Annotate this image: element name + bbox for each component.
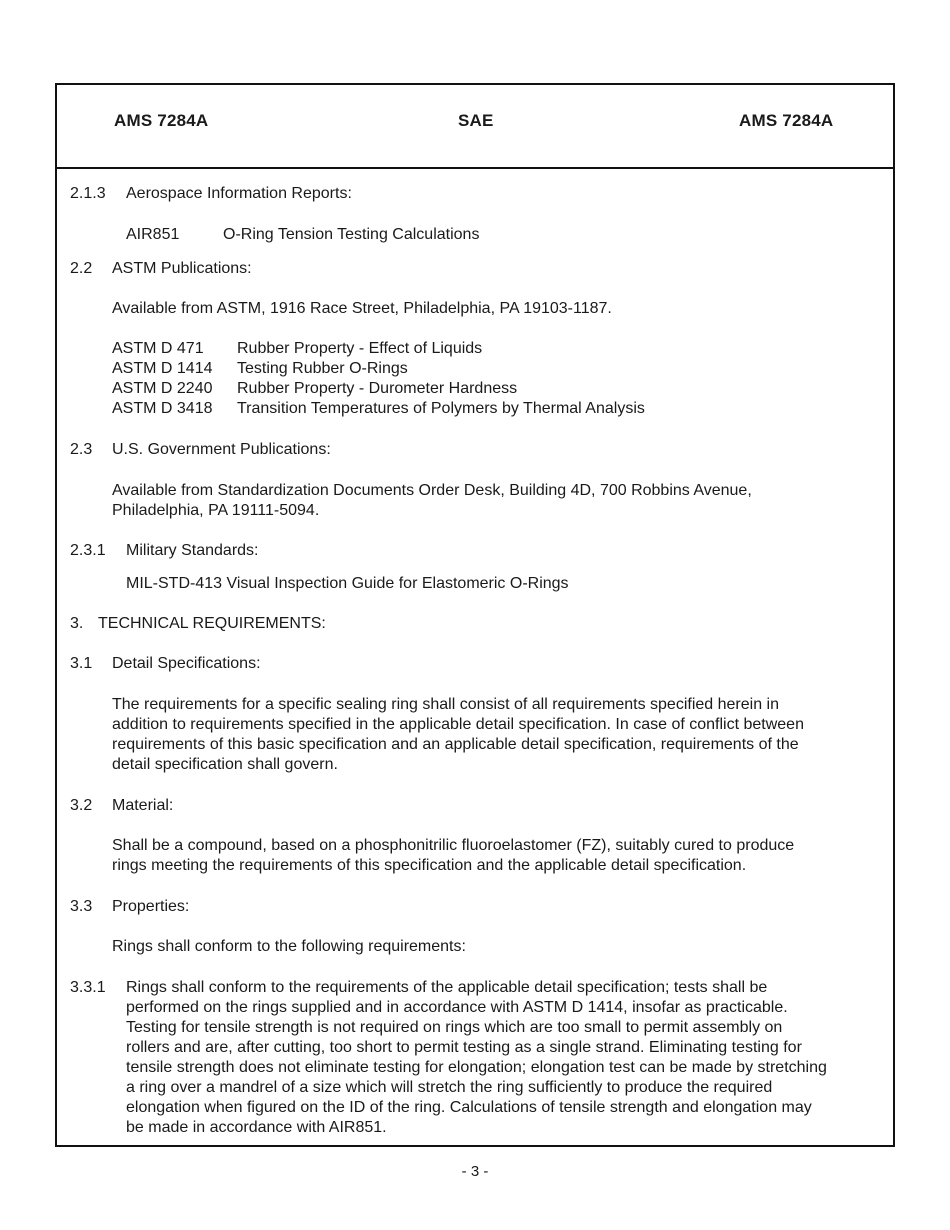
paragraph-line: detail specification shall govern. bbox=[112, 756, 338, 773]
paragraph-line: a ring over a mandrel of a size which will stretch the ring sufficiently to produce the required bbox=[126, 1079, 773, 1096]
paragraph-line: The requirements for a specific sealing ring shall consist of all requirements specified herein in bbox=[112, 696, 779, 713]
paragraph-line: Rings shall conform to the following requirements: bbox=[112, 938, 466, 955]
section-title: TECHNICAL REQUIREMENTS: bbox=[98, 615, 326, 632]
header-doc-id-left: AMS 7284A bbox=[114, 111, 209, 130]
paragraph-line: be made in accordance with AIR851. bbox=[126, 1119, 387, 1136]
section-number: 3.3 bbox=[70, 898, 93, 915]
section-number: 2.1.3 bbox=[70, 185, 106, 202]
availability-text: Available from ASTM, 1916 Race Street, Philadelphia, PA 19103-1187. bbox=[112, 300, 612, 317]
section-title: Detail Specifications: bbox=[112, 655, 261, 672]
paragraph-line: performed on the rings supplied and in accordance with ASTM D 1414, insofar as practicable. bbox=[126, 999, 788, 1016]
ref-code: ASTM D 471 bbox=[112, 340, 204, 357]
section-title: ASTM Publications: bbox=[112, 260, 252, 277]
header-org: SAE bbox=[458, 111, 494, 130]
page-header bbox=[57, 85, 893, 169]
section-number: 2.3.1 bbox=[70, 542, 106, 559]
section-number: 3.3.1 bbox=[70, 979, 106, 996]
section-number: 2.2 bbox=[70, 260, 93, 277]
ref-title: Rubber Property - Effect of Liquids bbox=[237, 340, 483, 357]
section-title: Military Standards: bbox=[126, 542, 259, 559]
header-doc-id-right: AMS 7284A bbox=[739, 111, 834, 130]
ref-code: AIR851 bbox=[126, 226, 180, 243]
paragraph-line: requirements of this basic specification and an applicable detail specification, requirements of the bbox=[112, 736, 799, 753]
ref-title: Rubber Property - Durometer Hardness bbox=[237, 380, 518, 397]
availability-text: Philadelphia, PA 19111-5094. bbox=[112, 502, 320, 519]
availability-text: Available from Standardization Documents Order Desk, Building 4D, 700 Robbins Avenue, bbox=[112, 482, 752, 499]
paragraph-line: addition to requirements specified in the applicable detail specification. In case of conflict between bbox=[112, 716, 804, 733]
paragraph-line: rollers and are, after cutting, too short to permit testing as a single strand. Eliminating testing for bbox=[126, 1039, 802, 1056]
paragraph-line: Rings shall conform to the requirements of the applicable detail specification; tests shall be bbox=[126, 979, 768, 996]
page-number: - 3 - bbox=[461, 1163, 489, 1180]
section-number: 3.2 bbox=[70, 797, 93, 814]
section-title: Material: bbox=[112, 797, 174, 814]
paragraph-line: tensile strength does not eliminate testing for elongation; elongation test can be made by stretching bbox=[126, 1059, 827, 1076]
paragraph-line: Testing for tensile strength is not required on rings which are too small to permit assembly on bbox=[126, 1019, 783, 1036]
section-title: U.S. Government Publications: bbox=[112, 441, 331, 458]
paragraph-line: Shall be a compound, based on a phosphonitrilic fluoroelastomer (FZ), suitably cured to produce bbox=[112, 837, 795, 854]
ref-title: Testing Rubber O-Rings bbox=[237, 360, 408, 377]
paragraph-line: rings meeting the requirements of this specification and the applicable detail specification. bbox=[112, 857, 747, 874]
section-number: 2.3 bbox=[70, 441, 93, 458]
ref-title: Transition Temperatures of Polymers by Thermal Analysis bbox=[237, 400, 645, 417]
paragraph-line: elongation when figured on the ID of the ring. Calculations of tensile strength and elongation may bbox=[126, 1099, 812, 1116]
section-number: 3. bbox=[70, 615, 84, 632]
section-title: Properties: bbox=[112, 898, 190, 915]
ref-title: O-Ring Tension Testing Calculations bbox=[223, 226, 480, 243]
ref-entry: MIL-STD-413 Visual Inspection Guide for Elastomeric O-Rings bbox=[126, 575, 569, 592]
ref-code: ASTM D 3418 bbox=[112, 400, 213, 417]
ref-code: ASTM D 2240 bbox=[112, 380, 213, 397]
section-number: 3.1 bbox=[70, 655, 93, 672]
section-title: Aerospace Information Reports: bbox=[126, 185, 352, 202]
ref-code: ASTM D 1414 bbox=[112, 360, 213, 377]
